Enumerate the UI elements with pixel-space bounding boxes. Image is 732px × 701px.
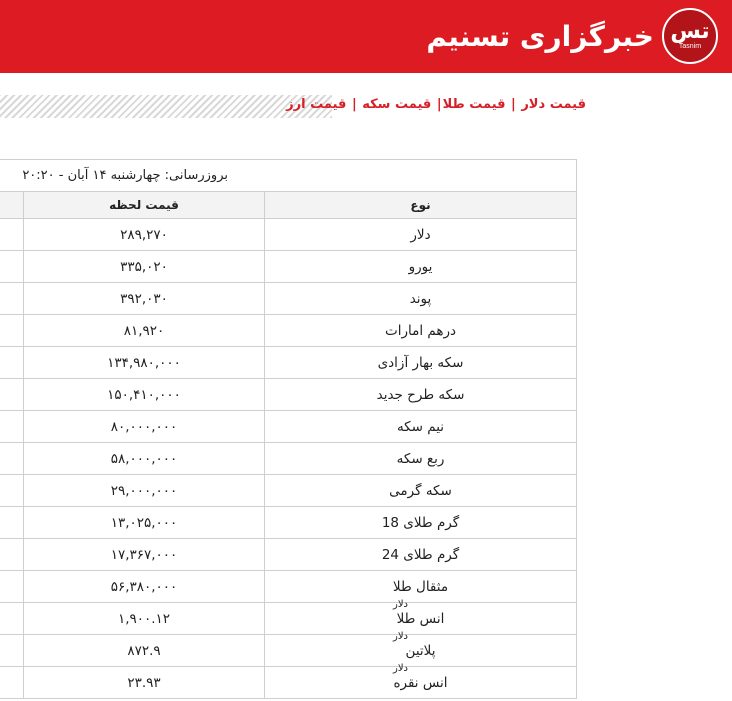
table-row (0, 539, 576, 571)
row-type (264, 539, 576, 570)
nav-separator: | (506, 97, 521, 112)
nav-coin-price[interactable]: قیمت سکه (362, 97, 432, 112)
row-type (264, 251, 576, 282)
row-type (264, 283, 576, 314)
row-spacer (0, 475, 23, 506)
row-spacer (0, 251, 23, 282)
row-type (264, 507, 576, 538)
table-row (0, 251, 576, 283)
row-type (264, 599, 576, 634)
column-header-type: نوع (264, 192, 576, 218)
row-type (264, 411, 576, 442)
row-price: ۲۳.۹۳ (23, 667, 264, 698)
row-spacer (0, 667, 23, 698)
table-header (0, 192, 576, 219)
row-spacer (0, 411, 23, 442)
column-header-price: قیمت لحظه (23, 192, 264, 218)
table-row (0, 475, 576, 507)
row-price: ۱۳,۰۲۵,۰۰۰ (23, 507, 264, 538)
nav-separator: | (347, 97, 362, 112)
row-type-label: نیم سکه (396, 418, 445, 435)
table-row (0, 663, 576, 699)
row-type (264, 315, 576, 346)
table-row (0, 379, 576, 411)
row-type (264, 219, 576, 250)
row-price: ۱۳۴,۹۸۰,۰۰۰ (23, 347, 264, 378)
row-type-label: گرم طلای 18 (381, 514, 460, 531)
logo-subtitle: Tasnim (678, 43, 702, 50)
row-type (264, 571, 576, 602)
table-row (0, 631, 576, 667)
table-row (0, 411, 576, 443)
row-spacer (0, 635, 23, 666)
row-unit: دلار (393, 631, 408, 642)
row-spacer (0, 507, 23, 538)
tasnim-logo[interactable] (662, 8, 718, 64)
row-type-label: یورو (408, 258, 433, 275)
brand-name[interactable]: خبرگزاری تسنیم (426, 19, 654, 53)
row-price: ۱,۹۰۰.۱۲ (23, 603, 264, 634)
site-brand[interactable] (426, 5, 718, 67)
nav-gold-price[interactable]: قیمت طلا (442, 97, 506, 112)
row-price: ۱۵۰,۴۱۰,۰۰۰ (23, 379, 264, 410)
row-type-label: پوند (409, 290, 432, 307)
row-price: ۸۷۲.۹ (23, 635, 264, 666)
table-row (0, 315, 576, 347)
row-spacer (0, 571, 23, 602)
row-price: ۵۶,۳۸۰,۰۰۰ (23, 571, 264, 602)
row-type (264, 443, 576, 474)
row-spacer (0, 379, 23, 410)
table-body (0, 219, 576, 699)
row-price: ۵۸,۰۰۰,۰۰۰ (23, 443, 264, 474)
table-row (0, 219, 576, 251)
row-unit: دلار (393, 599, 408, 610)
row-type (264, 347, 576, 378)
row-type-label: درهم امارات (385, 322, 457, 339)
nav-separator: | (432, 97, 442, 112)
row-unit: دلار (393, 663, 408, 674)
nav-dollar-price[interactable]: قیمت دلار (521, 97, 586, 112)
row-spacer (0, 283, 23, 314)
row-type-label: دلار (410, 226, 431, 243)
price-table (0, 159, 577, 699)
row-type (264, 475, 576, 506)
row-price: ۳۳۵,۰۲۰ (23, 251, 264, 282)
row-price: ۸۱,۹۲۰ (23, 315, 264, 346)
row-price: ۳۹۲,۰۳۰ (23, 283, 264, 314)
row-type (264, 631, 576, 666)
row-type-label: سکه بهار آزادی (377, 354, 464, 371)
site-header (0, 0, 732, 73)
logo-mark: تس (670, 19, 710, 44)
row-type (264, 663, 576, 698)
row-price: ۲۹,۰۰۰,۰۰۰ (23, 475, 264, 506)
row-spacer (0, 603, 23, 634)
row-spacer (0, 219, 23, 250)
row-price: ۲۸۹,۲۷۰ (23, 219, 264, 250)
update-time (0, 160, 576, 192)
row-type-label: گرم طلای 24 (381, 546, 460, 563)
table-row (0, 507, 576, 539)
table-row (0, 347, 576, 379)
row-price: ۸۰,۰۰۰,۰۰۰ (23, 411, 264, 442)
row-type-label: سکه طرح جدید (376, 386, 465, 403)
table-row (0, 571, 576, 603)
table-row (0, 443, 576, 475)
row-type-label: انس طلا (396, 610, 445, 627)
row-spacer (0, 347, 23, 378)
row-type-label: انس نقره (393, 674, 448, 691)
row-type-label: پلاتین (405, 642, 436, 659)
table-row (0, 283, 576, 315)
row-type-label: ربع سکه (396, 450, 445, 467)
row-price: ۱۷,۳۶۷,۰۰۰ (23, 539, 264, 570)
update-text: بروزرسانی: چهارشنبه ۱۴ آبان - ۲۰:۲۰ (22, 168, 228, 183)
nav-currency-price[interactable]: قیمت ارز (286, 97, 347, 112)
row-spacer (0, 539, 23, 570)
row-spacer (0, 443, 23, 474)
decorative-stripes (0, 95, 332, 118)
row-type-label: مثقال طلا (392, 578, 449, 595)
price-nav (286, 97, 586, 112)
row-spacer (0, 315, 23, 346)
row-type (264, 379, 576, 410)
column-spacer (0, 192, 23, 218)
row-type-label: سکه گرمی (389, 482, 452, 499)
table-row (0, 599, 576, 635)
